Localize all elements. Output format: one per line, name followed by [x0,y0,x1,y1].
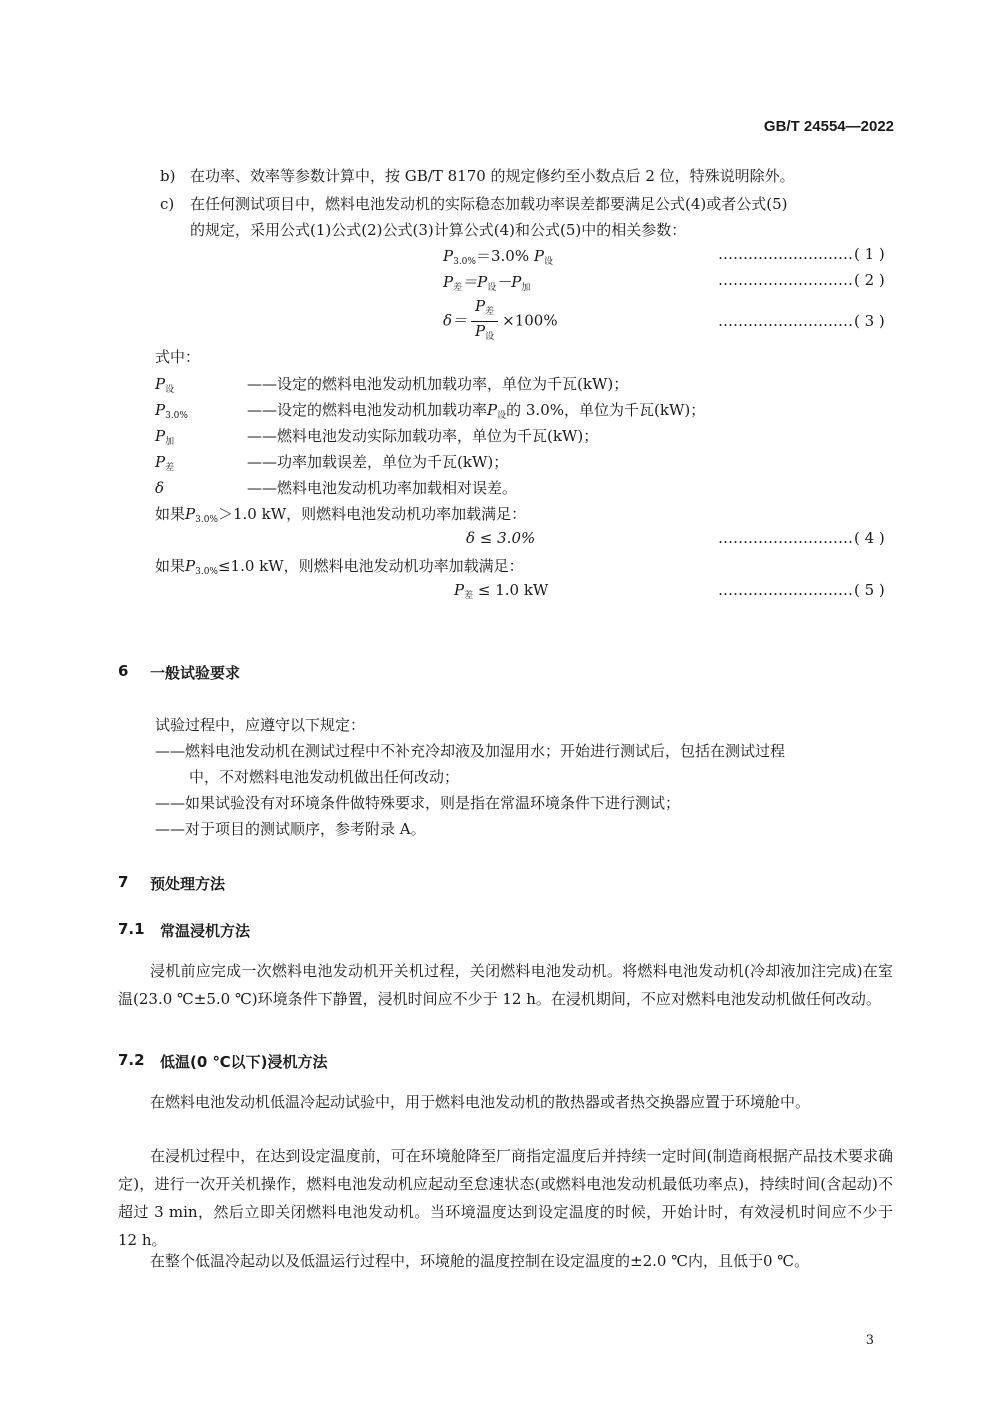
section-7-2-number: 7.2 [118,1051,145,1069]
definition-p-add: $P_加$ ——燃料电池发动实际加载功率，单位为千瓦(kW)； [155,427,599,447]
section-7-2-paragraph-2: 在浸机过程中，在达到设定温度前，可在环境舱降至厂商指定温度后并持续一定时间(制造商根据产品技术要求确定)，进行一次开关机操作，燃料电池发动机应起动至怠速状态(或燃料电池发动机最低功率点)，持续时间(含起动)不超过 3 min，然后立即关闭燃料电池发动机。当环境温度达到设定温度的时候，开始计时，有效浸机时间应不少于 12 h。 [118,1147,893,1249]
equation-3: δ＝ $\frac{P_差}{P_设}$ ×100% [443,297,558,346]
where-label: 式中： [155,348,201,366]
condition-1: 如果$P_{3.0\%}>1.0$ kW，则燃料电池发动机功率加载满足： [155,505,527,525]
section-7-1-title: 常温浸机方法 [160,922,251,940]
list-item-c-line1: 在任何测试项目中，燃料电池发动机的实际稳态加载功率误差都要满足公式(4)或者公式(5) [190,195,788,213]
section-6-intro: 试验过程中，应遵守以下规定： [155,716,366,734]
equation-2-number: ( 2 ) [854,271,885,289]
section-7-1-paragraph: 浸机前应完成一次燃料电池发动机开关机过程，关闭燃料电池发动机。将燃料电池发动机(冷却液加注完成)在室温(23.0 ℃±5.0 ℃)环境条件下静置，浸机时间应不少于 12 h。在浸机期间，不应对燃料电池发动机做任何改动。 [118,962,893,1008]
section-6-number: 6 [118,662,129,680]
section-7-2-title: 低温(0 ℃以下)浸机方法 [160,1053,328,1071]
section-7-title: 预处理方法 [150,875,226,893]
definition-p-set: $P_设$ ——设定的燃料电池发动机加载功率，单位为千瓦(kW)； [155,375,629,395]
page-number: 3 [865,1333,874,1348]
section-6-item-3: ——对于项目的测试顺序，参考附录 A。 [155,820,426,838]
equation-5-number: ( 5 ) [854,581,885,599]
equation-5-leader: ……………………… [718,581,853,599]
equation-4-number: ( 4 ) [854,529,885,547]
definition-p-diff: $P_差$ ——功率加载误差，单位为千瓦(kW)； [155,453,509,473]
section-6-item-1-line2: 中，不对燃料电池发动机做出任何改动； [189,768,460,786]
section-6-item-2: ——如果试验没有对环境条件做特殊要求，则是指在常温环境条件下进行测试； [155,794,681,812]
equation-1-leader: ……………………… [718,245,853,263]
equation-1: $P_{3.0\%}=3.0\%$ $P_设$ [443,247,553,267]
equation-5: $P_差 \le 1.0$ kW [454,581,549,601]
section-7-1-number: 7.1 [118,920,145,938]
list-item-b-text: 在功率、效率等参数计算中，按 GB/T 8170 的规定修约至小数点后 2 位，特殊说明除外。 [190,167,795,185]
section-6-title: 一般试验要求 [150,664,241,682]
section-7-2-paragraph-3: 在整个低温冷起动以及低温运行过程中，环境舱的温度控制在设定温度的±2.0 ℃内，且低于0 ℃。 [150,1252,810,1270]
equation-4-leader: ……………………… [718,529,853,547]
definition-delta: δ ——燃料电池发动机功率加载相对误差。 [155,479,518,497]
standard-number: GB/T 24554—2022 [763,118,894,135]
section-7-2-paragraph-1: 在燃料电池发动机低温冷起动试验中，用于燃料电池发动机的散热器或者热交换器应置于环境舱中。 [150,1093,811,1111]
equation-3-number: ( 3 ) [854,312,885,330]
list-marker-c: c) [160,195,175,213]
equation-2-leader: ……………………… [718,271,853,289]
list-marker-b: b) [160,167,176,185]
equation-3-fraction: $\frac{P_差}{P_设}$ [471,297,498,346]
definition-p-3pct: $P_{3.0\%}$ ——设定的燃料电池发动机加载功率$P_设$的 3.0%，单位为千瓦(kW)； [155,401,706,421]
equation-3-leader: ……………………… [718,312,853,330]
equation-1-number: ( 1 ) [854,245,885,263]
section-6-item-1-line1: ——燃料电池发动机在测试过程中不补充冷却液及加湿用水；开始进行测试后，包括在测试过程 [155,742,786,760]
section-7-number: 7 [118,873,129,891]
list-item-c-line2: 的规定，采用公式(1)公式(2)公式(3)计算公式(4)和公式(5)中的相关参数： [190,221,687,239]
condition-2: 如果$P_{3.0\%}\le 1.0$ kW，则燃料电池发动机功率加载满足： [155,557,524,577]
equation-4: δ ≤ 3.0% [466,529,536,547]
equation-2: $P_差=P_设-P_加$ [443,273,531,293]
